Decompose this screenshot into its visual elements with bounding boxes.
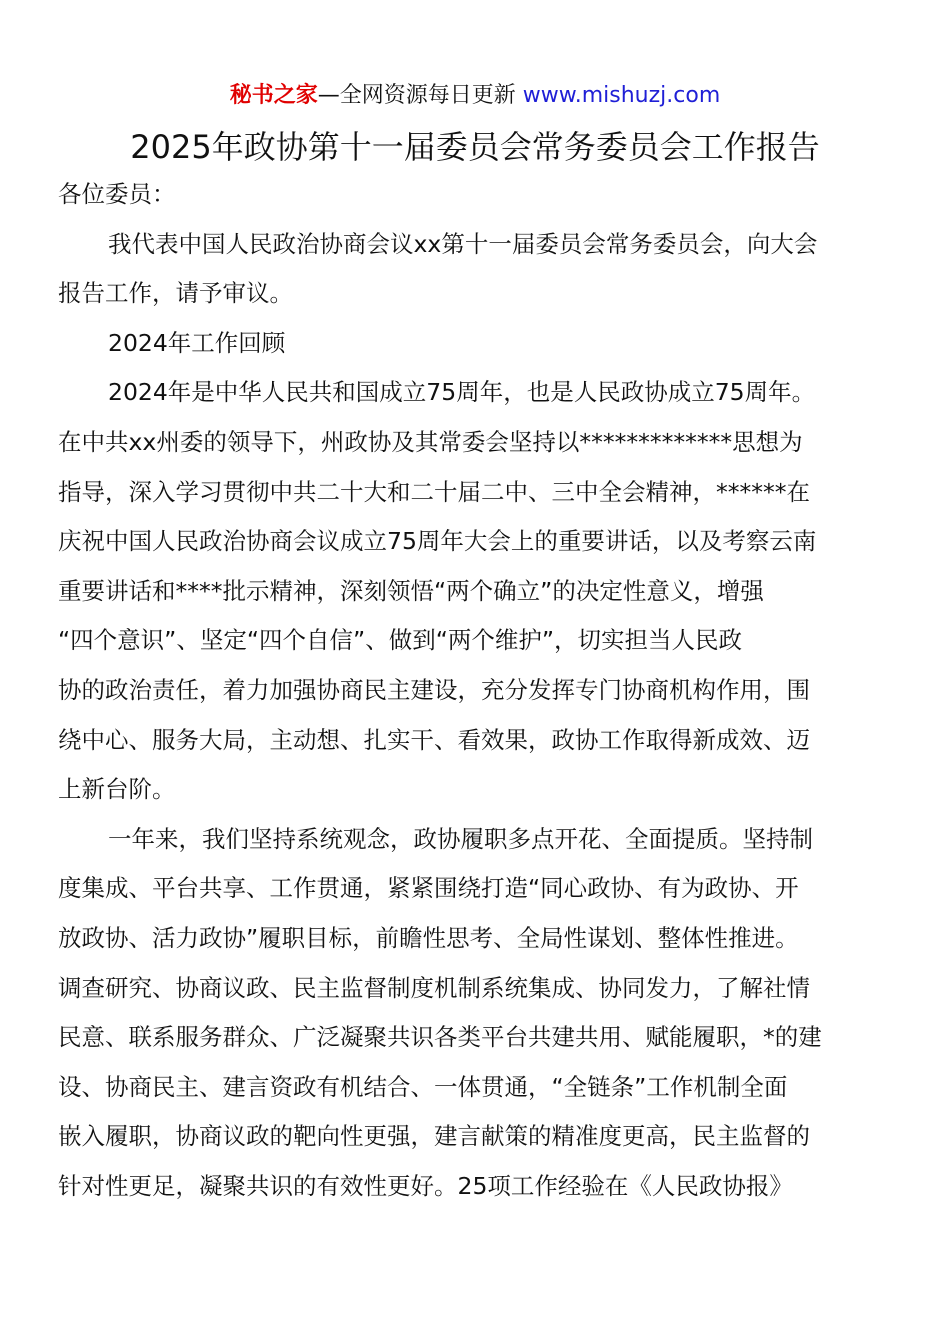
paragraph-line: 民意、联系服务群众、广泛凝聚共识各类平台共建共用、赋能履职，*的建 xyxy=(58,1023,822,1052)
paragraph-line: 绕中心、服务大局，主动想、扎实干、看效果，政协工作取得新成效、迈 xyxy=(58,725,810,754)
paragraph-line: 上新台阶。 xyxy=(58,775,176,804)
paragraph-line: “四个意识”、坚定“四个自信”、做到“两个维护”，切实担当人民政 xyxy=(58,626,743,655)
paragraph-line: 重要讲话和****批示精神，深刻领悟“两个确立”的决定性意义，增强 xyxy=(58,576,764,605)
site-banner xyxy=(0,80,950,112)
paragraph-line: 设、协商民主、建言资政有机结合、一体贯通，“全链条”工作机制全面 xyxy=(58,1072,788,1101)
paragraph-line: 协的政治责任，着力加强协商民主建设，充分发挥专门协商机构作用，围 xyxy=(58,675,810,704)
section-heading: 2024年工作回顾 xyxy=(108,328,286,357)
banner-tagline: —全网资源每日更新 xyxy=(317,83,516,108)
brand-name: 秘书之家 xyxy=(229,83,318,108)
paragraph-line: 在中共xx州委的领导下，州政协及其常委会坚持以*************思想为 xyxy=(58,427,803,456)
paragraph-line: 指导，深入学习贯彻中共二十大和二十届二中、三中全会精神，******在 xyxy=(58,477,810,506)
paragraph-line: 我代表中国人民政治协商会议xx第十一届委员会常务委员会，向大会 xyxy=(108,229,818,258)
paragraph-line: 报告工作，请予审议。 xyxy=(58,279,293,308)
paragraph-line: 庆祝中国人民政治协商会议成立75周年大会上的重要讲话，以及考察云南 xyxy=(58,527,817,556)
salutation: 各位委员： xyxy=(58,180,176,208)
paragraph-line: 2024年是中华人民共和国成立75周年，也是人民政协成立75周年。 xyxy=(108,378,816,407)
site-link[interactable]: www.mishuzj.com xyxy=(522,83,721,108)
paragraph-line: 一年来，我们坚持系统观念，政协履职多点开花、全面提质。坚持制 xyxy=(108,824,813,853)
paragraph-line: 针对性更足，凝聚共识的有效性更好。25项工作经验在《人民政协报》 xyxy=(58,1171,793,1200)
paragraph-line: 度集成、平台共享、工作贯通，紧紧围绕打造“同心政协、有为政协、开 xyxy=(58,874,799,903)
paragraph-line: 嵌入履职，协商议政的靶向性更强，建言献策的精准度更高，民主监督的 xyxy=(58,1122,810,1151)
document-body xyxy=(58,170,892,1211)
document-title: 2025年政协第十一届委员会常务委员会工作报告 xyxy=(130,128,820,166)
paragraph-line: 放政协、活力政协”履职目标，前瞻性思考、全局性谋划、整体性推进。 xyxy=(58,923,799,952)
paragraph-line: 调查研究、协商议政、民主监督制度机制系统集成、协同发力，了解社情 xyxy=(58,973,810,1002)
